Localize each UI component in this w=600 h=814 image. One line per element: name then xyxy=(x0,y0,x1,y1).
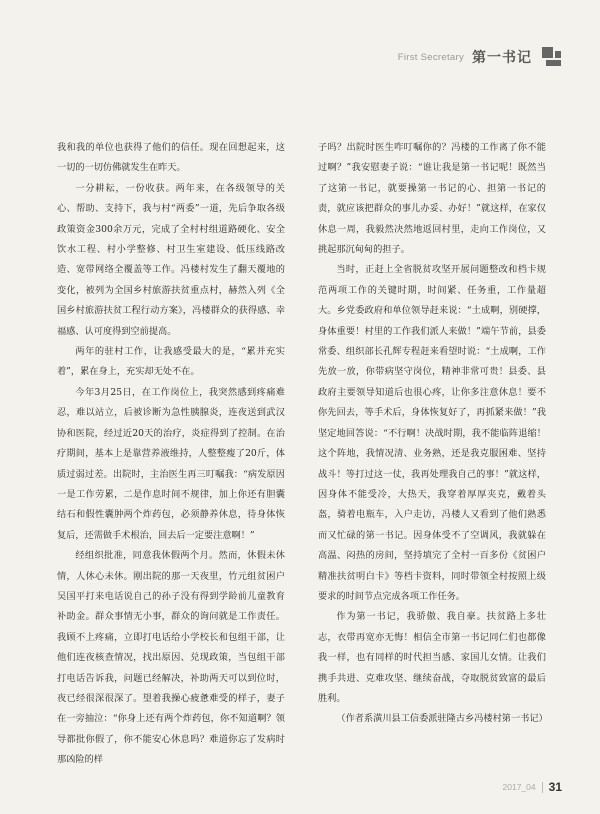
right-column xyxy=(318,138,546,730)
paragraph: 两年的驻村工作，让我感受最大的是，“累并充实着”，累在身上，充实却无处不在。 xyxy=(57,346,285,378)
section-title-en: First Secretary xyxy=(397,51,464,63)
footer-divider xyxy=(542,782,543,793)
paragraph: 作为第一书记，我骄傲、我自豪。扶贫路上多壮志，衣带再宽亦无悔！相信全市第一书记同仁们也都像我一样，也有同样的时代担当感、家国儿女情。让我们携手共进、克难攻坚、继续奋战，夺取脱贫致富的最后胜利。 xyxy=(318,611,546,704)
section-title-cn: 第一书记 xyxy=(472,50,532,66)
issue-label: 2017_04 xyxy=(502,782,536,792)
paragraph: 今年3月25日，在工作岗位上，我突然感到疼痛难忍，难以站立，后被诊断为急性胰腺炎，连夜送到武汉协和医院，经过近20天的治疗，炎症得到了控制。在治疗期间，基本上是靠营养液维持，人整整瘦了20斤，体质过弱过差。出院时，主治医生再三叮嘱我：“病发原因一是工作劳累，二是作息时间不规律，加上你还有胆囊结石和假性囊肿两个炸药包，必须静养休息，待身体恢复后，还需做手术根治，回去后一定要注意啊！” xyxy=(57,386,285,541)
left-column xyxy=(57,138,285,771)
page-number: 31 xyxy=(548,780,562,794)
section-logo-icon xyxy=(542,47,562,67)
paragraph: 我和我的单位也获得了他们的信任。现在回想起来，这一切的一切仿佛就发生在昨天。 xyxy=(57,142,285,174)
author-note: （作者系潢川县工信委派驻隆古乡冯楼村第一书记） xyxy=(336,713,548,725)
page-footer xyxy=(503,780,562,794)
paragraph: 一分耕耘，一份收获。两年来，在各级领导的关心、帮助、支持下，我与村“两委”一道，先后争取各级政策资金300余万元，完成了全村村组道路硬化、安全饮水工程、村小学整修、村卫生室建设、低压线路改造、宽带网络全覆盖等工作。冯楼村发生了翻天覆地的变化，被列为全国乡村旅游扶贫重点村，赫然入列《全国乡村旅游扶贫工程行动方案》，冯楼群众的获得感、幸福感、认可度得到空前提高。 xyxy=(57,182,285,337)
paragraph: 子吗？出院时医生咋叮嘱你的？冯楼的工作离了你不能过啊？”我安慰妻子说：“谁让我是第一书记呢！既然当了这第一书记，就要操第一书记的心、担第一书记的责，就应该把群众的事儿办妥、办好！”就这样，在家仅休息一周，我毅然决然地返回村里，走向工作岗位，又挑起那沉甸甸的担子。 xyxy=(318,142,546,256)
paragraph: 经组织批准，同意我休假两个月。然而，休假未休情，人休心未休。刚出院的那一天夜里，竹元组贫困户吴国平打来电话说自己的孙子没有得到学龄前儿童教育补助金。群众事情无小事，群众的询问就是工作责任。我顾不上疼痛，立即打电话给小学校长和包组干部，让他们连夜核查情况，找出原因、兑现政策，当包组干部打电话告诉我，问题已经解决，补助两天可以到位时，夜已经很深很深了。望着我操心疲惫难受的样子，妻子在一旁抽泣：“你身上还有两个炸药包，你不知道啊？领导都批你假了，你不能安心休息吗？难道你忘了发病时那凶险的样 xyxy=(57,550,285,766)
page-header xyxy=(398,44,562,70)
paragraph: 当时，正赶上全省脱贫攻坚开展问题整改和档卡规范两项工作的关键时期，时间紧、任务重，工作量超大。乡党委政府和单位领导赶来说：“土成啊，别硬撑，身体重要！村里的工作我们派人来做！”端午节前，县委常委、组织部长孔辉专程赶来看望时说：“土成啊，工作先放一放，你带病坚守岗位，精神非常可贵！县委、县政府主要领导知道后也很心疼，让你多注意休息！要不你先回去，等手术后，身体恢复好了，再抓紧来做！”我坚定地回答说：“不行啊！决战时期，我不能临阵退缩！这个阵地，我情况清、业务熟，还是我克服困难、坚持战斗！等打过这一仗，我再处理我自己的事！”就这样，因身体不能受冷，大热天，我穿着厚厚夹克，戴着头盔，骑着电瓶车，入户走访，冯楼人又看到了他们熟悉而又忙碌的第一书记。因身体受不了空调风，我就躲在高温、闷热的房间，坚持填完了全村一百多份《贫困户精准扶贫明白卡》等档卡资料，同时带领全村按照上级要求的时间节点完成各项工作任务。 xyxy=(318,264,546,602)
